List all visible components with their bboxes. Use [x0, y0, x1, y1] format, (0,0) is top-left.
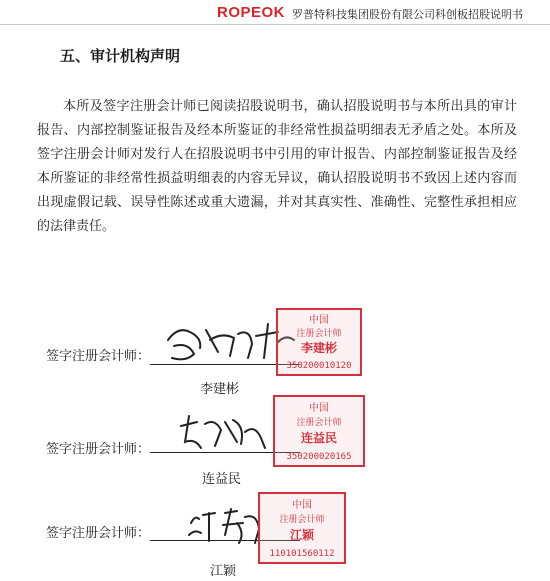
svg-text:注册会计师: 注册会计师 — [279, 515, 325, 525]
page-header — [0, 0, 550, 25]
svg-text:中国: 中国 — [309, 315, 329, 326]
signatory-name: 连益民 — [202, 472, 242, 487]
section-title: 五、审计机构声明 — [60, 47, 181, 65]
svg-text:中国: 中国 — [292, 500, 312, 511]
cpa-seal — [273, 395, 365, 467]
brand-logo: ROPEOK — [217, 4, 286, 21]
signatory-name: 江颖 — [210, 564, 237, 579]
svg-text:350200010120: 350200010120 — [286, 361, 352, 371]
signatory-label: 签字注册会计师： — [46, 442, 151, 457]
svg-text:连益民: 连益民 — [300, 431, 338, 445]
svg-text:李建彬: 李建彬 — [300, 341, 338, 355]
svg-text:350200020165: 350200020165 — [286, 452, 352, 462]
svg-text:110101560112: 110101560112 — [269, 549, 335, 559]
handwritten-signature — [175, 412, 275, 457]
document-title: 罗普特科技集团股份有限公司科创板招股说明书 — [292, 8, 523, 21]
svg-text:中国: 中国 — [309, 403, 329, 414]
signatory-name: 李建彬 — [200, 382, 240, 397]
declaration-text: 本所及签字注册会计师已阅读招股说明书，确认招股说明书与本所出具的审计报告、内部控制鉴证报告及经本所鉴证的非经常性损益明细表无矛盾之处。本所及签字注册会计师对发行人在招股说明书中引用的审计报告、内部控制鉴证报告及经本所鉴证的非经常性损益明细表的内容无异议，确认招股说明书不致因上述内容而出现虚假记载、误导性陈述或重大遗漏，并对其真实性、准确性、完整性承担相应的法律责任。 — [37, 99, 517, 234]
signatory-label: 签字注册会计师： — [46, 349, 151, 364]
signatory-label: 签字注册会计师： — [46, 526, 151, 541]
svg-text:江颖: 江颖 — [289, 528, 315, 542]
svg-text:注册会计师: 注册会计师 — [296, 418, 342, 428]
cpa-seal — [258, 492, 346, 564]
cpa-seal — [276, 308, 362, 376]
svg-text:注册会计师: 注册会计师 — [296, 329, 342, 339]
